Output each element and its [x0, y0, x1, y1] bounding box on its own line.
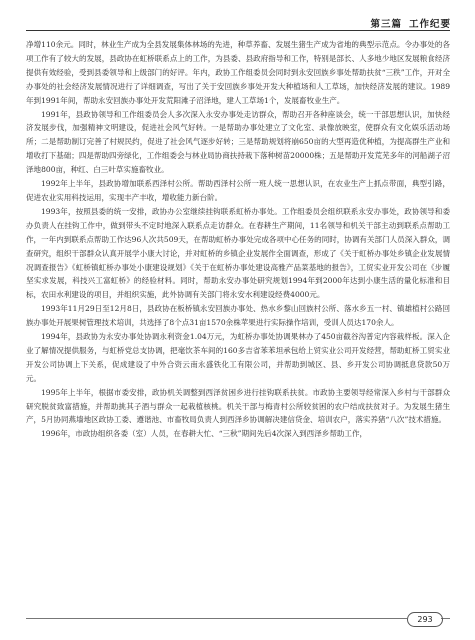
footer-rule [26, 618, 407, 619]
paragraph: 1991年，县政协领导和工作组委员会人多次深入永安办事处走访群众，帮助召开各种座谈会，统一干部思想认识，加快经济发展步伐，加强精神文明建设，促进社会风气好转。一是帮助办事处建立了文化室、录像放映室，使群众有文化娱乐活动场所；二是帮助制订完善了村规民约，促进了社会风气逐步好转；三是帮助规划将崩650亩的大型再造优种植，为提高群生产业和增收打下基础；四是帮助四旁绿化，工作组委会与林业局协商扶持栽下落种树苗20000株；五是帮助开发荒芜多年的河船湖子沼泽地800亩，种红、白三叶草实施畜牧业。 [26, 109, 450, 175]
paragraph: 1995年上半年，根据市委安排，政协机关调整到西泽贫困乡进行挂钩联系扶贫。市政协主要领导经常深入乡村与干部群众研究脱贫致富措施，并帮助挑其子酒与群众一起栽植核桃。机关干部与梅青村公所较贫困的农户结成扶贫对子。为发展生猪生产，5月协同燕墙地区政协工委、遵谐池、市畜牧局负责人到西泽乡协调解决建信贷金、培训农户，落实养猪“八次”技术措施。 [26, 387, 450, 425]
body-text [26, 38, 450, 441]
section-label: 第三篇 [370, 19, 402, 30]
paragraph: 1993年，按照县委的统一安排，政协办公室继续挂钩联系虹桥办事处。工作组委员会组织联系永安办事处，政协领导和委办负责人在挂钩工作中，做到带头不定时地深入联系点走访群众。在春耕生产期间，11名领导和机关干部主动到联系点帮助工作，一年内到联系点帮助工作达96人次共509天，在帮助虹桥办事处完成各项中心任务的同时，协调有关部门人员深入群众，调查研究，组织干部群众认真开展学小康大讨论，并对虹桥的乡镇企业发展作全面调查，形成了《关于虹桥办事处乡镇企业发展情况调查报告》《虹桥镇虹桥办事处小康建设规划》《关于在虹桥办事处建设高雅产品菜基地的报告》，工贸实业开发公司在《步履坚实求发展，科技兴工富虹桥》的经验材料。同时，帮助永安办事处研究规划1994年到2000年达到小康生活的量化标准和目标，农田水利建设的项目，并组织实施，此外协调有关部门将永安水利建设经费4000元。 [26, 206, 450, 300]
page-number: 293 [407, 612, 443, 627]
paragraph: 1993年11月29日至12月8日，县政协在板桥镇永安回族办事处、热水乡黎山回族村公所、落水乡五一村、镇雄植村公路回族办事处开展果树管理技术培训，共选择了8个点31亩1570余株苹果进行实际操作培训，受训人员达170余人。 [26, 304, 450, 328]
paragraph: 1996年，市政协组织各委（室）人员，在春耕大忙、“三秋”期间先后4次深入到西泽乡帮助工作， [41, 429, 368, 439]
chapter-title: 工作纪要 [408, 19, 451, 30]
header-rule [26, 30, 450, 31]
paragraph: 净增110余元。同时，林业生产成为全县发展集体林场的先进，种草养畜、发展生猪生产成为省地的典型示范点。令办事处的各项工作有了较大的发展，县政协在虹桥联系点上的工作，为县委、县政府指导和工作，特别是部长、人多地少地区发展粮食经济提供有效经验，受到县委领导和上级部门的好评。年内，政协工作组委员会同时到永安回族乡事处帮助扶贫“三秩”工作，开对全办事处的社会经济发展情况进行了详细调查，写出了关于安回族乡事处开发大种植场和人工草场，加快经济发展的建议。1989年到1991年间，帮助永安回族办事处开发荒阳滩子沼泽地，建人工草场1个，发展畜牧业生产。 [26, 40, 450, 105]
paragraph: 1994年，县政协为永安办事处协调永利资金1.04万元，为虹桥办事处协调果林办了450亩截谷沟普定内容栽样板。深入企业了解情况提供服务，与虹桥党总支协调，把毫饮茶车间的160多吉省苯苯坦承包给上贸实业公司开发经营，帮助虹桥工贸实业开发公司协调上下关系，促成建设了中外合资云南永盛铁化工有限公司，并帮助到城区、县、乡开发公司协调抵息贷款50万元。 [26, 332, 450, 383]
paragraph: 1992年上半年，县政协增加联系西泽村公所。帮助西泽村公所一班人统一思想认识，在农业生产上抓点带面，典型引路，促进农业实用科技运用，实现丰产丰收，增收能力新台阶。 [26, 179, 450, 202]
running-header [370, 16, 451, 30]
